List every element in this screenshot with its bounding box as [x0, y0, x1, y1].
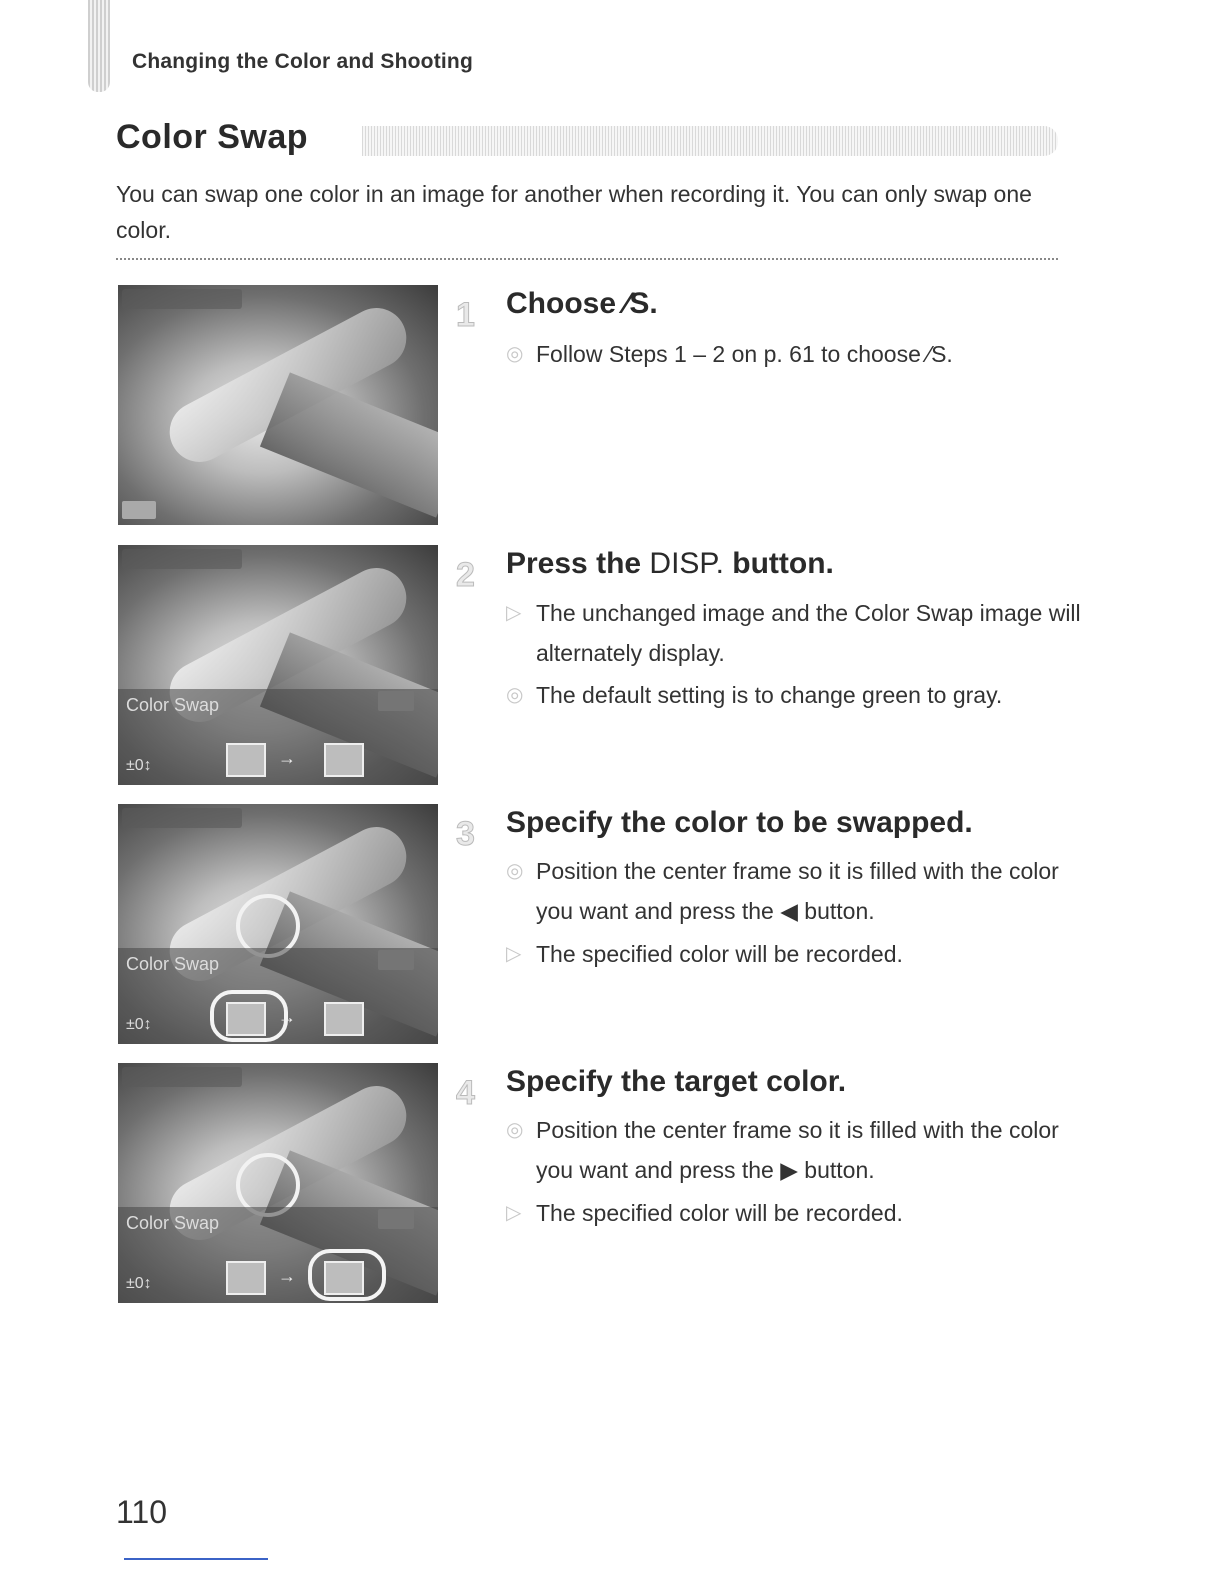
airplane-body — [260, 372, 438, 517]
swap-arrow: → — [278, 1007, 296, 1027]
step-3-bullet-1 — [506, 851, 1096, 931]
color-swap-panel — [118, 1207, 438, 1303]
color-swap-panel — [118, 948, 438, 1044]
disp-indicator — [122, 501, 156, 519]
exposure-value: ±0↕ — [126, 1016, 152, 1033]
step-number-3: 3 — [456, 815, 475, 853]
camera-screen-4 — [118, 1063, 438, 1303]
bullet-circle-icon: ◎ — [506, 1119, 524, 1141]
bullet-arrow-icon: ▷ — [506, 1202, 522, 1224]
step-2-heading — [506, 547, 834, 581]
running-head: Changing the Color and Shooting — [132, 50, 473, 73]
bullet-circle-icon: ◎ — [506, 860, 524, 882]
bullet-arrow-icon: ▷ — [506, 943, 522, 965]
camera-screen-3 — [118, 804, 438, 1044]
footer-link-underline — [124, 1558, 268, 1560]
bullet-text: Position the center frame so it is filled with the color you want and press the ◀ button. — [536, 858, 1059, 924]
bullet-text: The specified color will be recorded. — [536, 941, 903, 967]
heading-suffix: button. — [723, 547, 834, 580]
target-color-swatch — [324, 1002, 364, 1036]
screen-status-bar — [122, 1067, 242, 1087]
step-1-bullet-1 — [506, 334, 1096, 374]
bullet-circle-icon: ◎ — [506, 684, 524, 706]
target-color-swatch — [324, 743, 364, 777]
exposure-value: ±0↕ — [126, 757, 152, 774]
step-number-1: 1 — [456, 296, 475, 334]
edge-tab — [88, 0, 110, 92]
color-swap-label: Color Swap — [126, 1213, 220, 1233]
source-color-swatch — [226, 743, 266, 777]
section-title: Color Swap — [116, 118, 309, 156]
bullet-arrow-icon: ▷ — [506, 602, 522, 624]
step-4-heading: Specify the target color. — [506, 1065, 847, 1098]
screen-status-bar — [122, 289, 242, 309]
page-number: 110 — [116, 1494, 168, 1530]
step-3-bullet-2 — [506, 934, 1096, 974]
bullet-text: Follow Steps 1 – 2 on p. 61 to choose ⁄S. — [536, 341, 953, 367]
step-number-2: 2 — [456, 556, 475, 594]
bullet-text: The unchanged image and the Color Swap image will alternately display. — [536, 600, 1081, 666]
step-2-bullet-2 — [506, 675, 1096, 715]
screen-status-bar — [122, 808, 242, 828]
bullet-circle-icon: ◎ — [506, 343, 524, 365]
bullet-text: The default setting is to change green to gray. — [536, 682, 1003, 708]
swap-arrow: → — [278, 1266, 296, 1286]
section-divider — [116, 258, 1058, 260]
exposure-value: ±0↕ — [126, 1275, 152, 1292]
title-band — [362, 126, 1058, 156]
color-swap-panel — [118, 689, 438, 785]
color-swap-label: Color Swap — [126, 695, 220, 715]
step-4-bullet-1 — [506, 1110, 1096, 1190]
disp-button-glyph: DISP. — [649, 547, 724, 580]
intro-text: You can swap one color in an image for another when recording it. You can only swap one color. — [116, 181, 1032, 243]
screen-status-bar — [122, 549, 242, 569]
camera-screen-2 — [118, 545, 438, 785]
swap-arrow: → — [278, 748, 296, 768]
source-color-swatch — [226, 1261, 266, 1295]
heading-prefix: Press the — [506, 547, 650, 580]
camera-screen-1 — [118, 285, 438, 525]
step-2-bullet-1 — [506, 593, 1096, 673]
color-swap-label: Color Swap — [126, 954, 220, 974]
bullet-text: Position the center frame so it is filled with the color you want and press the ▶ button. — [536, 1117, 1059, 1183]
step-3-heading: Specify the color to be swapped. — [506, 806, 973, 839]
highlight-ring — [308, 1249, 386, 1301]
step-4-bullet-2 — [506, 1193, 1096, 1233]
step-number-4: 4 — [456, 1074, 475, 1112]
highlight-ring — [210, 990, 288, 1042]
bullet-text: The specified color will be recorded. — [536, 1200, 903, 1226]
step-1-heading: Choose ⁄S. — [506, 287, 658, 320]
